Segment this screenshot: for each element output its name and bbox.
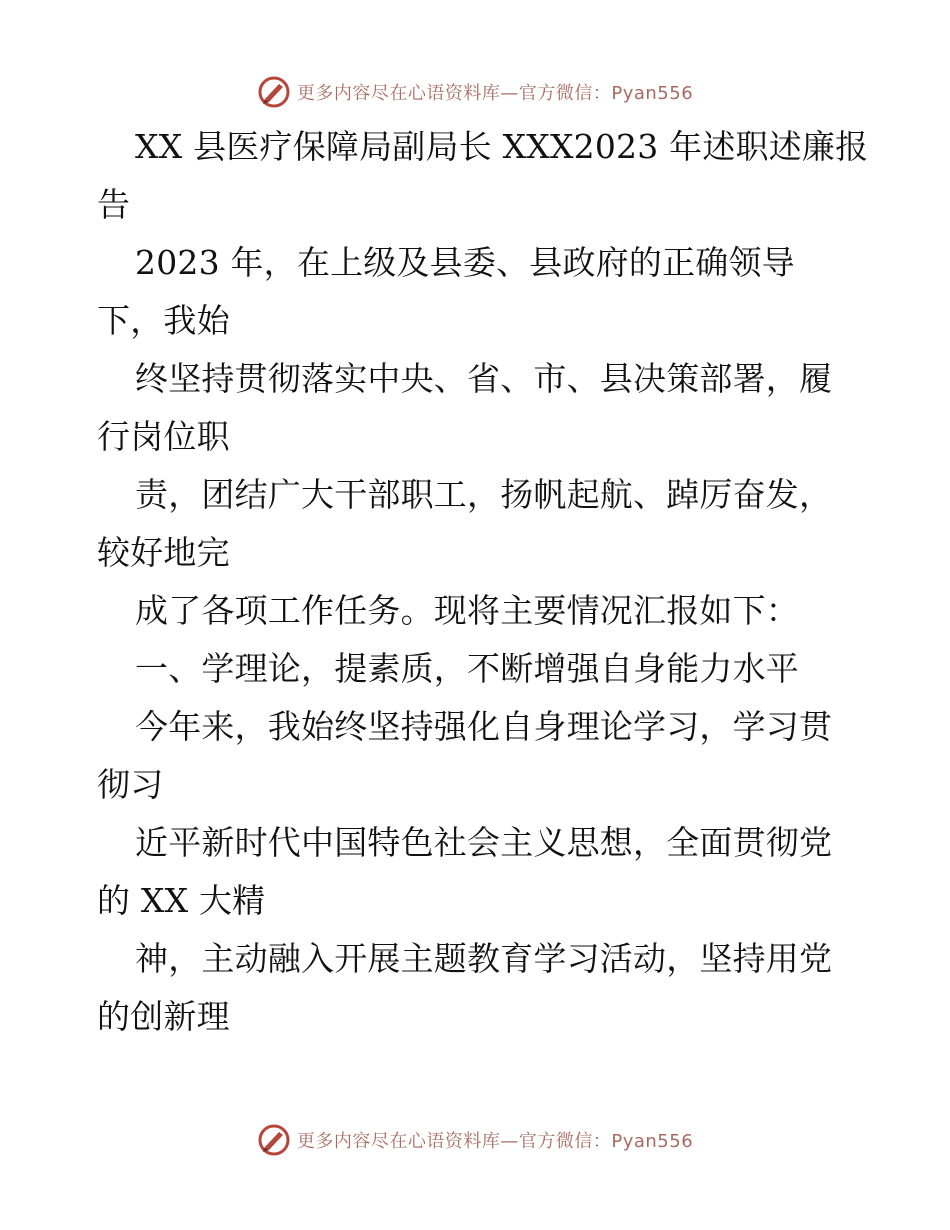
watermark-text: 更多内容尽在心语资料库—官方微信：Pyan556 xyxy=(296,83,694,104)
footer-watermark xyxy=(0,1120,950,1160)
text-line: 近平新时代中国特色社会主义思想，全面贯彻党 xyxy=(135,823,833,862)
watermark-text: 更多内容尽在心语资料库—官方微信：Pyan556 xyxy=(296,1131,694,1152)
pen-circle-logo-icon xyxy=(257,75,291,109)
text-line: 彻习 xyxy=(97,765,164,804)
pen-circle-logo-icon xyxy=(257,1123,291,1157)
section-heading: 一、学理论，提素质，不断增强自身能力水平 xyxy=(135,649,799,688)
text-line: 行岗位职 xyxy=(97,417,230,456)
text-line: 的创新理 xyxy=(97,997,230,1036)
text-line: 今年来，我始终坚持强化自身理论学习，学习贯 xyxy=(135,707,833,746)
text-line: 的 XX 大精 xyxy=(97,881,266,920)
header-watermark xyxy=(0,72,950,112)
text-line: 2023 年，在上级及县委、县政府的正确领导 xyxy=(135,243,795,282)
title-line-1: XX 县医疗保障局副局长 XXX2023 年述职述廉报 xyxy=(135,127,869,166)
text-line: 神，主动融入开展主题教育学习活动，坚持用党 xyxy=(135,939,833,978)
text-line: 较好地完 xyxy=(97,533,230,572)
text-line: 责，团结广大干部职工，扬帆起航、踔厉奋发， xyxy=(135,475,833,514)
title-line-2: 告 xyxy=(97,185,131,224)
text-line: 成了各项工作任务。现将主要情况汇报如下： xyxy=(135,591,799,630)
text-line: 下，我始 xyxy=(97,301,230,340)
text-line: 终坚持贯彻落实中央、省、市、县决策部署，履 xyxy=(135,359,833,398)
